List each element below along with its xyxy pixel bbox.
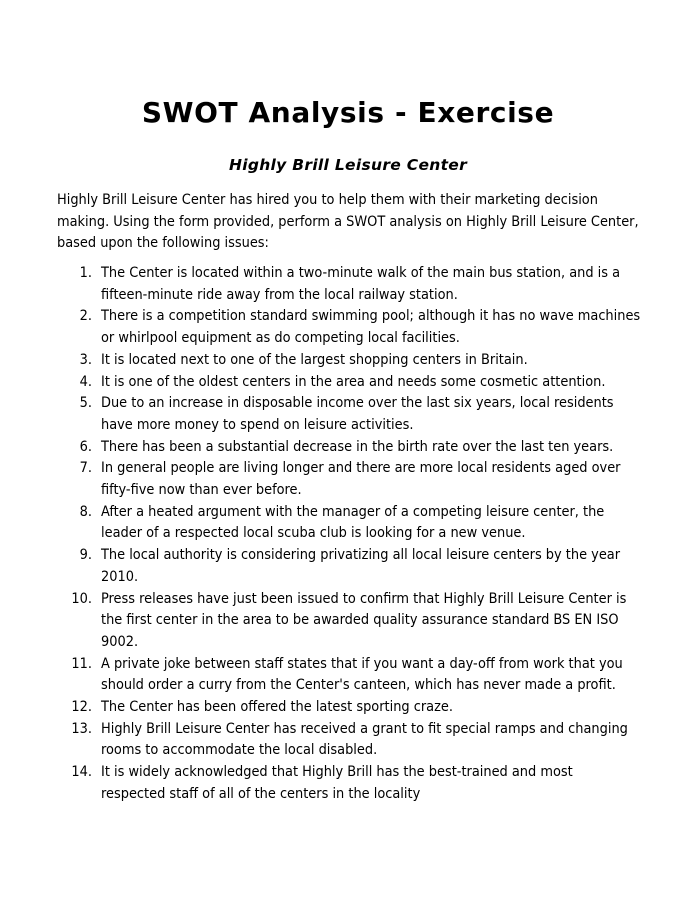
title-block xyxy=(0,96,696,175)
list-item xyxy=(57,306,657,349)
list-item-text: Due to an increase in disposable income over the last six years, local residents have more money to spend on leisure activities. xyxy=(101,395,614,433)
list-item xyxy=(57,719,657,762)
list-item xyxy=(57,393,657,436)
list-item xyxy=(57,372,657,394)
list-item xyxy=(57,350,657,372)
list-item xyxy=(57,263,657,306)
list-item-text: The Center has been offered the latest sporting craze. xyxy=(101,699,453,716)
list-item xyxy=(57,762,657,805)
list-item-number: 3. xyxy=(79,351,92,368)
list-item xyxy=(57,654,657,697)
list-item-number: 1. xyxy=(79,265,92,281)
list-item-text: The local authority is considering privatizing all local leisure centers by the year 2010. xyxy=(101,547,621,585)
list-item-number: 2. xyxy=(79,308,92,325)
list-item-text: In general people are living longer and there are more local residents aged over fifty-five now than ever before. xyxy=(101,460,621,499)
list-item-number: 7. xyxy=(79,460,92,477)
list-item-text: There is a competition standard swimming pool; although it has no wave machines or whirlpool equipment as do competing local facilities. xyxy=(101,308,641,347)
list-item xyxy=(57,589,657,654)
intro-paragraph: Highly Brill Leisure Center has hired you to help them with their marketing decision making. Using the form provided, perform a SWOT analysis on Highly Brill Leisure Center, based upon the following issues: xyxy=(57,192,639,251)
list-item-text: Highly Brill Leisure Center has received a grant to fit special ramps and changing rooms to accommodate the local disabled. xyxy=(101,720,628,759)
list-item-text: The Center is located within a two-minute walk of the main bus station, and is a fifteen-minute ride away from the local railway station. xyxy=(101,265,621,303)
list-item-number: 5. xyxy=(79,395,92,412)
list-item-number: 13. xyxy=(71,720,92,737)
list-item-number: 10. xyxy=(71,590,92,607)
list-item xyxy=(57,502,657,545)
list-item-number: 12. xyxy=(71,699,92,716)
list-item-number: 11. xyxy=(71,655,92,672)
page-subtitle: Highly Brill Leisure Center xyxy=(228,156,468,174)
list-item-number: 14. xyxy=(71,764,92,781)
list-item-text: It is widely acknowledged that Highly Brill has the best-trained and most respected staff of all of the centers in the locality xyxy=(101,764,573,802)
list-item-text: A private joke between staff states that if you want a day-off from work that you should order a curry from the Center's canteen, which has never made a profit. xyxy=(101,655,623,694)
list-item-text: There has been a substantial decrease in the birth rate over the last ten years. xyxy=(101,438,614,455)
page-title: SWOT Analysis - Exercise xyxy=(141,96,555,129)
list-item xyxy=(57,437,657,459)
list-item-text: It is located next to one of the largest shopping centers in Britain. xyxy=(101,351,528,368)
list-item-text: After a heated argument with the manager of a competing leisure center, the leader of a respected local scuba club is looking for a new venue. xyxy=(101,503,605,542)
list-item-text: It is one of the oldest centers in the area and needs some cosmetic attention. xyxy=(101,373,606,390)
list-item-number: 4. xyxy=(79,373,92,390)
list-item-text: Press releases have just been issued to confirm that Highly Brill Leisure Center is the first center in the area to be awarded quality assurance standard BS EN ISO 9002. xyxy=(101,590,627,650)
list-item xyxy=(57,697,657,719)
list-item xyxy=(57,545,657,588)
list-item xyxy=(57,458,657,501)
list-item-number: 9. xyxy=(79,547,92,564)
issues-list xyxy=(57,263,657,806)
list-item-number: 8. xyxy=(79,503,92,520)
list-item-number: 6. xyxy=(79,438,92,455)
